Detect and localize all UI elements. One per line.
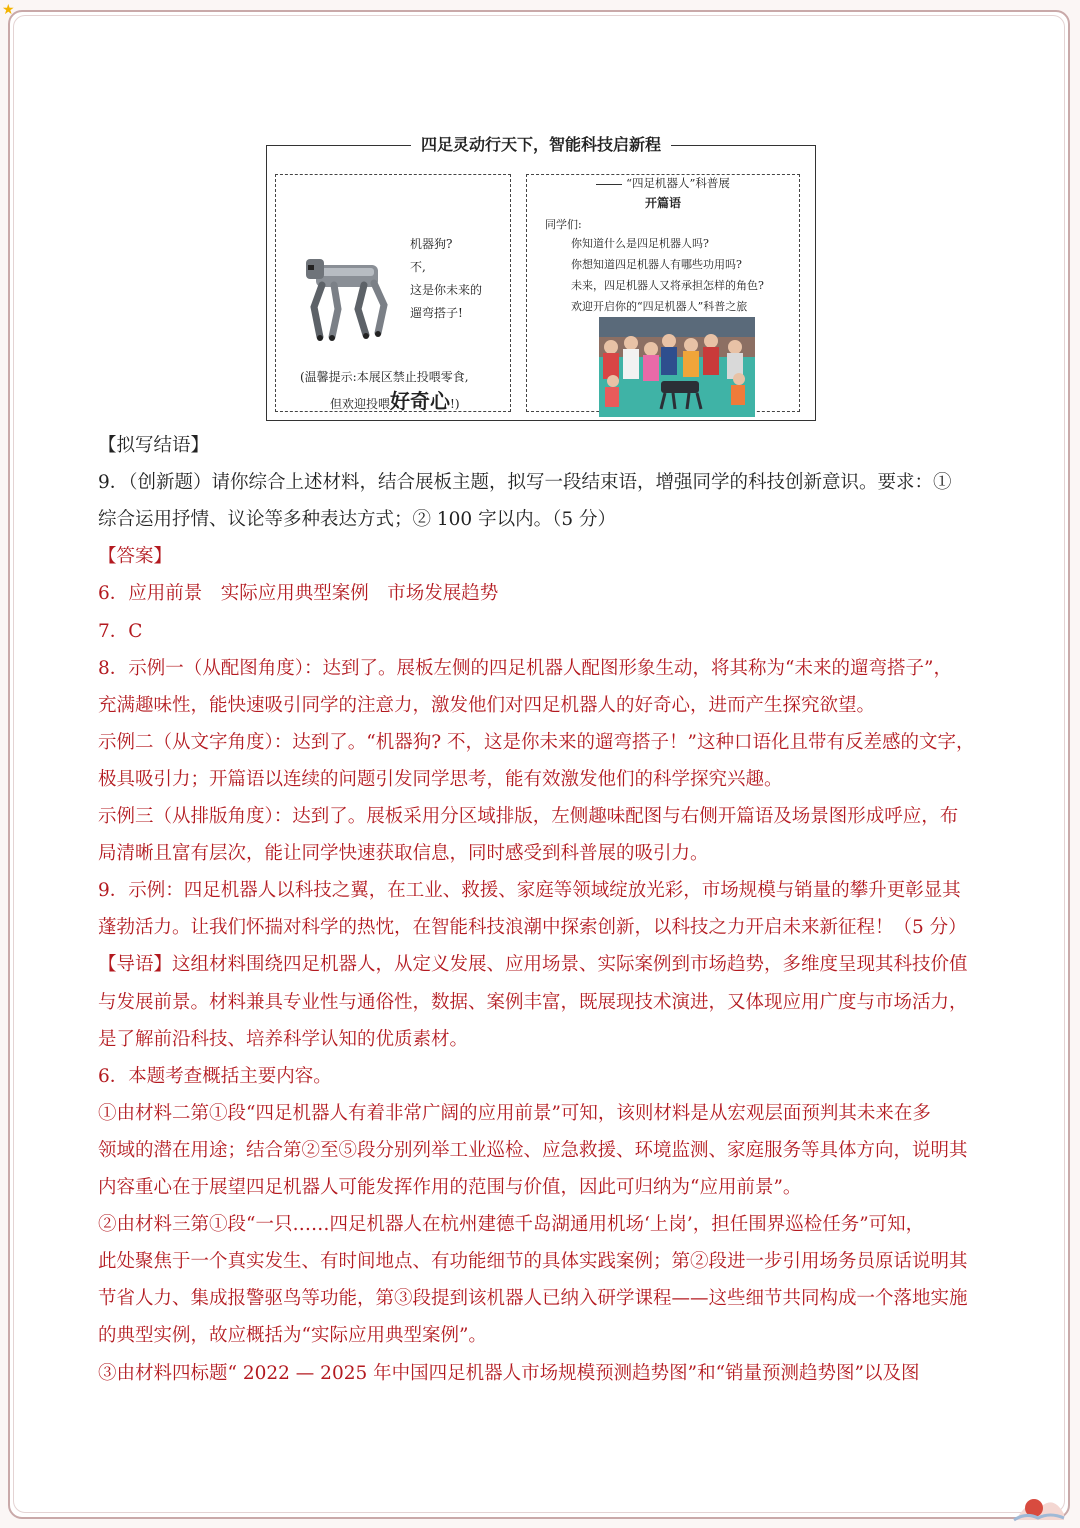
exhibition-name: “四足机器人”科普展 bbox=[527, 173, 799, 193]
opening-title: 开篇语 bbox=[644, 196, 681, 210]
dialog-line: 不, bbox=[410, 260, 426, 274]
text-line: 【拟写结语】 bbox=[98, 435, 210, 456]
text-line: 是了解前沿科技、培养科学认知的优质素材。 bbox=[98, 1028, 469, 1050]
text-line: 【答案】 bbox=[98, 546, 173, 568]
text-line: 7．C bbox=[98, 620, 143, 642]
tip-line-2 bbox=[300, 389, 500, 416]
question-item: 你想知道四足机器人有哪些功用吗? bbox=[571, 258, 742, 271]
corner-decoration-icon bbox=[1012, 1494, 1066, 1522]
text-line: 节省人力、集成报警驱鸟等功能，第③段提到该机器人已纳入研学课程——这些细节共同构成一个落地实施 bbox=[98, 1288, 968, 1310]
text-line: 综合运用抒情、议论等多种表达方式；② 100 字以内。（5 分） bbox=[98, 509, 616, 531]
robot-dialog bbox=[410, 233, 482, 325]
greeting: 同学们: bbox=[545, 218, 582, 231]
text-line: 【导语】这组材料围绕四足机器人，从定义发展、应用场景、实际案例到市场趋势，多维度呈现其科技价值 bbox=[98, 954, 968, 976]
text-line: 6．本题考查概括主要内容。 bbox=[98, 1065, 332, 1087]
text-line: 示例二（从文字角度）：达到了。“机器狗? 不，这是你未来的遛弯搭子！”这种口语化且带有反差感的文字， bbox=[98, 731, 975, 753]
text-line: 蓬勃活力。让我们怀揣对科学的热忱，在智能科技浪潮中探索创新，以科技之力开启未来新征程！（5 分） bbox=[98, 917, 967, 939]
dialog-line: 遛弯搭子! bbox=[410, 306, 463, 320]
text-line: 局清晰且富有层次，能让同学快速获取信息，同时感受到科普展的吸引力。 bbox=[98, 843, 709, 865]
text-line: 9．示例：四足机器人以科技之翼，在工业、救援、家庭等领域绽放光彩，市场规模与销量的攀升更彰显其 bbox=[98, 880, 961, 902]
text-line: 6．应用前景 实际应用典型案例 市场发展趋势 bbox=[98, 583, 499, 605]
text-line: 此处聚焦于一个真实发生、有时间地点、有功能细节的具体实践案例；第②段进一步引用场务员原话说明其 bbox=[98, 1251, 968, 1273]
text-line: 8．示例一（从配图角度）：达到了。展板左侧的四足机器人配图形象生动，将其称为“未来的遛弯搭子”， bbox=[98, 657, 952, 679]
robot-dog-illustration bbox=[298, 237, 398, 347]
exhibit-board bbox=[266, 135, 816, 421]
right-panel bbox=[526, 174, 800, 412]
tip-line-1: (温馨提示:本展区禁止投喂零食, bbox=[300, 370, 469, 384]
dialog-line: 机器狗? bbox=[410, 237, 453, 251]
warm-tip bbox=[300, 365, 500, 416]
tip-suffix: !) bbox=[450, 397, 460, 411]
question-list bbox=[571, 233, 764, 317]
text-line: 9．（创新题）请你综合上述材料，结合展板主题，拟写一段结束语，增强同学的科技创新意识。要求：① bbox=[98, 472, 952, 494]
question-item: 你知道什么是四足机器人吗? bbox=[571, 237, 709, 250]
dialog-line: 这是你未来的 bbox=[410, 283, 483, 297]
question-item: 未来，四足机器人又将承担怎样的角色? bbox=[571, 279, 764, 292]
text-line: 内容重心在于展望四足机器人可能发挥作用的范围与价值，因此可归纳为“应用前景”。 bbox=[98, 1177, 802, 1198]
question-item: 欢迎开启你的“四足机器人”科普之旅 bbox=[571, 300, 748, 313]
left-panel bbox=[275, 174, 511, 412]
text-line: ①由材料二第①段“四足机器人有着非常广阔的应用前景”可知，该则材料是从宏观层面预判其未来在多 bbox=[98, 1102, 931, 1124]
text-line: ③由材料四标题“ 2022 — 2025 年中国四足机器人市场规模预测趋势图”和“销量预测趋势图”以及图 bbox=[98, 1362, 920, 1384]
text-line: ②由材料三第①段“一只……四足机器人在杭州建德千岛湖通用机场‘上岗’，担任围界巡检任务”可知， bbox=[98, 1214, 925, 1236]
board-title: 四足灵动行天下，智能科技启新程 bbox=[267, 134, 815, 156]
tip-prefix: 但欢迎投喂 bbox=[330, 397, 391, 411]
text-line: 与发展前景。材料兼具专业性与通俗性，数据、案例丰富，既展现技术演进，又体现应用广度与市场活力， bbox=[98, 991, 968, 1013]
text-line: 极具吸引力；开篇语以连续的问题引发同学思考，能有效激发他们的科学探究兴趣。 bbox=[98, 768, 783, 790]
text-line: 的典型实例，故应概括为“实际应用典型案例”。 bbox=[98, 1325, 487, 1347]
star-icon: ★ bbox=[2, 2, 15, 18]
tip-curiosity: 好奇心 bbox=[390, 389, 451, 413]
text-line: 领域的潜在用途；结合第②至⑤段分别列举工业巡检、应急救援、环境监测、家庭服务等具体方向，说明其 bbox=[98, 1139, 968, 1161]
text-line: 充满趣味性，能快速吸引同学的注意力，激发他们对四足机器人的好奇心，进而产生探究欲望。 bbox=[98, 694, 876, 716]
children-robot-photo bbox=[599, 317, 755, 417]
text-line: 示例三（从排版角度）：达到了。展板采用分区域排版，左侧趣味配图与右侧开篇语及场景图形成呼应，布 bbox=[98, 806, 959, 827]
